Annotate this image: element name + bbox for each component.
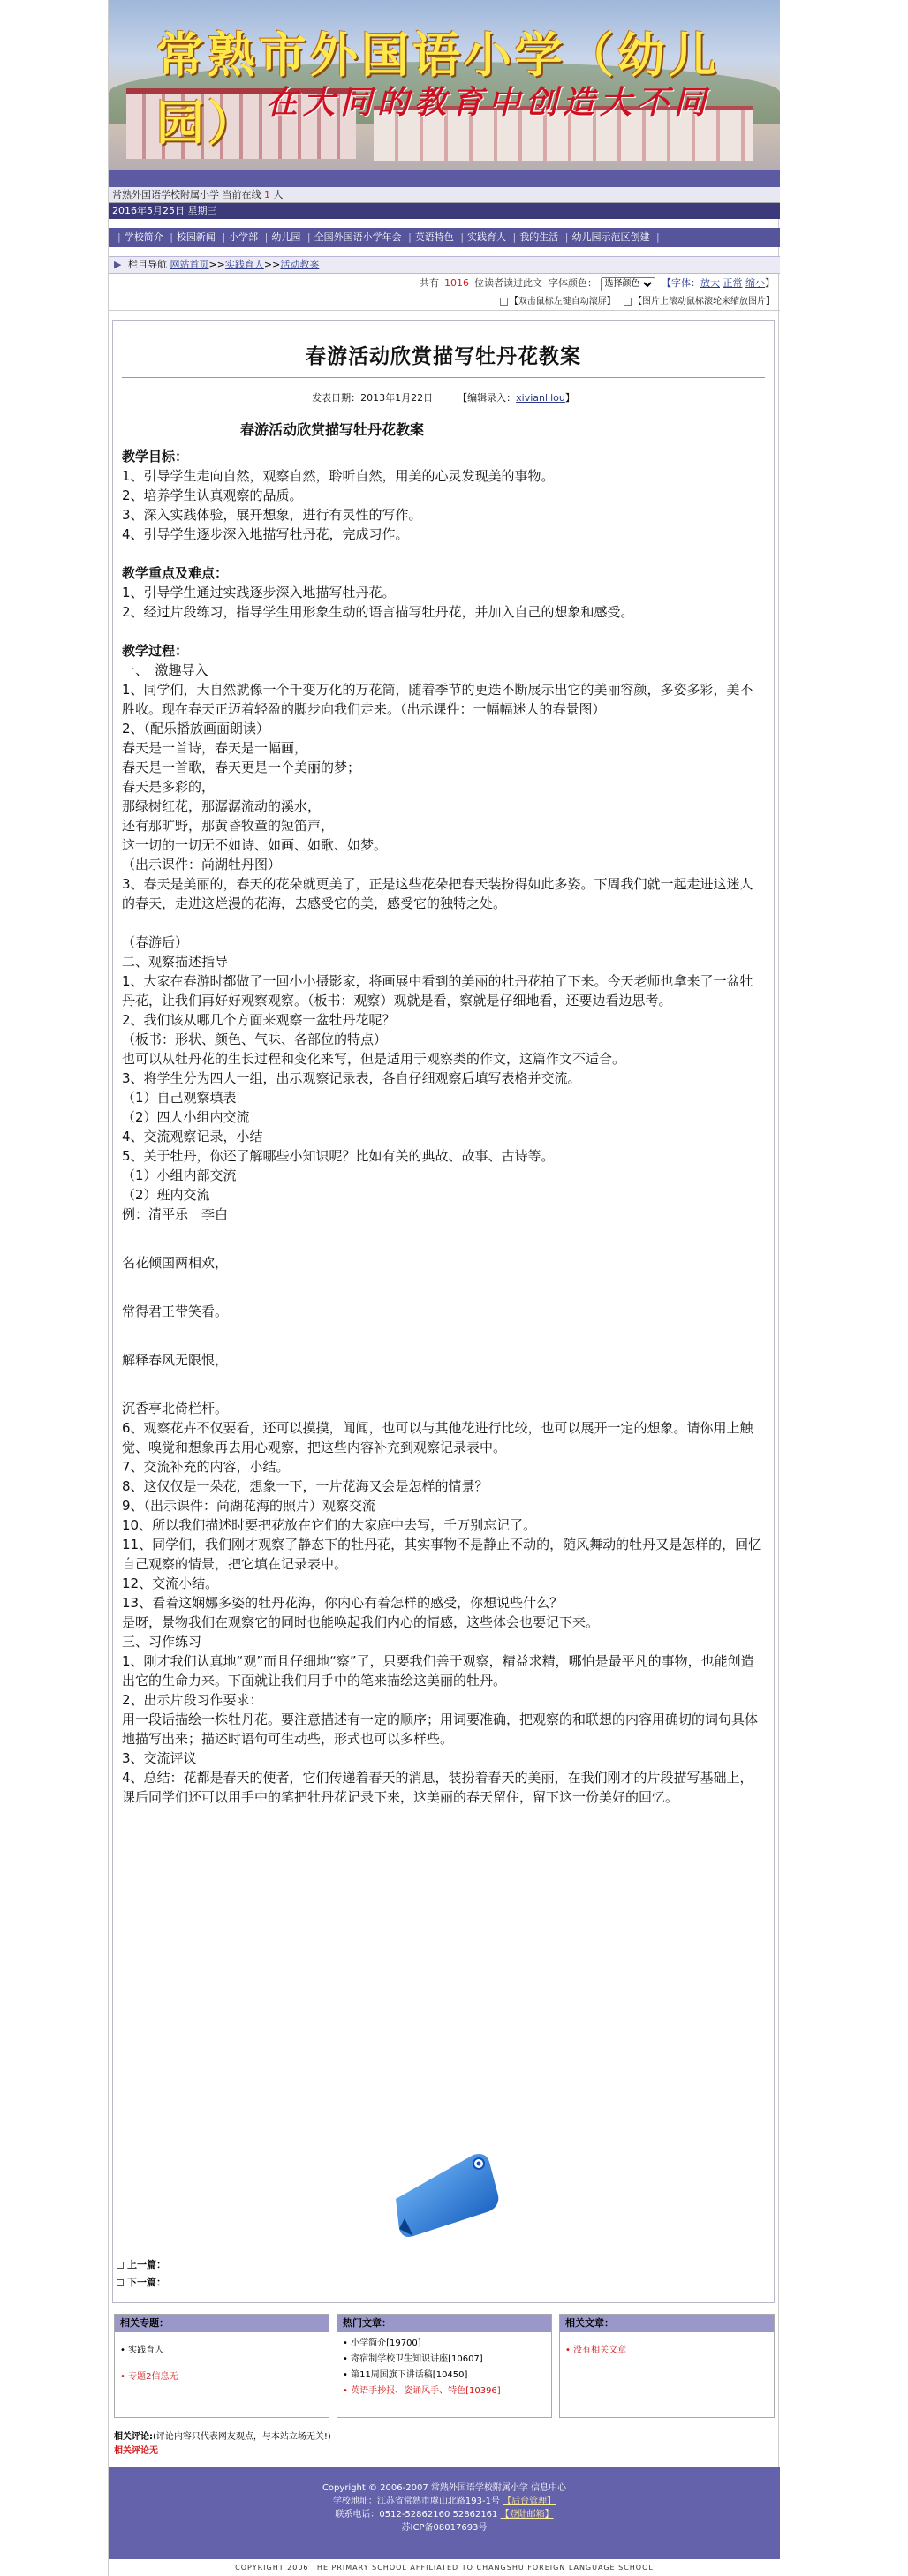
article-line: （春游后） [122, 934, 189, 950]
article-line: 还有那旷野，那黄昏牧童的短笛声， [122, 818, 335, 834]
date-bar [109, 203, 780, 219]
breadcrumb-sep: >> [208, 259, 225, 270]
article-line: （板书：形状、颜色、气味、各部位的特点） [122, 1031, 388, 1047]
article-line: 教学目标： [122, 449, 189, 465]
article-pager [117, 2256, 166, 2292]
related-articles-panel: 相关文章： • 没有相关文章 [559, 2314, 775, 2418]
breadcrumb [109, 256, 780, 274]
breadcrumb-label: 栏目导航 [127, 259, 167, 270]
article-line: （出示课件：尚湖牡丹图） [122, 857, 282, 873]
nav-item-kindergarten[interactable]: 幼儿园 [271, 231, 301, 243]
article-line [122, 1224, 763, 1253]
footer-copyright: Copyright © 2006-2007 常熟外国语学校附属小学 信息中心 [322, 2483, 567, 2493]
nav-item-english[interactable]: 英语特色 [414, 231, 454, 243]
comments-note: (评论内容只代表网友观点，与本站立场无关!) [153, 2432, 331, 2442]
article-line [122, 544, 763, 563]
footer-english-copyright: COPYRIGHT 2006 THE PRIMARY SCHOOL AFFILIATED TO CHANGSHU FOREIGN LANGUAGE SCHOOL [109, 2559, 780, 2576]
hot-articles-panel: 热门文章： • 小学简介[19700] • 寄宿制学校卫生知识讲座[10607] • 第11周国旗下讲话稿[10450] • 英语手抄报、姿诵风手、特色[10396] [337, 2314, 552, 2418]
hot-article-link[interactable]: 第11周国旗下讲话稿[10450] [351, 2370, 468, 2380]
font-size-label: 【字体： [662, 277, 700, 289]
article-line: 3、将学生分为四人一组，出示观察记录表，各自仔细观察后填写表格并交流。 [122, 1070, 581, 1086]
title-divider [122, 377, 765, 378]
related-topic-empty: 专题2信息无 [128, 2372, 178, 2382]
reader-count-prefix: 共有 [420, 277, 439, 289]
article-line: （2）四人小组内交流 [122, 1109, 250, 1125]
article-line: 这一切的一切无不如诗、如画、如歌、如梦。 [122, 837, 388, 853]
prev-bullet-icon [117, 2262, 124, 2269]
article-line: 1、引导学生通过实践逐步深入地描写牡丹花。 [122, 585, 396, 601]
comments-section [114, 2430, 331, 2459]
comments-empty: 相关评论无 [114, 2446, 158, 2456]
topic-bullet-icon: • [120, 2346, 125, 2355]
hot-article-link[interactable]: 英语手抄报、姿诵风手、特色[10396] [351, 2386, 501, 2396]
article-meta [113, 390, 774, 404]
main-nav: | 学校简介 | 校园新闻 | 小学部 | 幼儿园 | 全国外国语小学年会 | 英语特色 | 实践育人 | 我的生活 | 幼儿园示范区创建 | [109, 228, 780, 247]
breadcrumb-lesson-plans[interactable]: 活动教案 [280, 259, 320, 270]
article [112, 320, 775, 2303]
prev-article-link[interactable]: 上一篇： [127, 2259, 166, 2270]
current-date: 2016年5月25日 星期三 [112, 205, 217, 216]
header-banner [109, 0, 780, 170]
footer-address: 学校地址：江苏省常熟市虞山北路193-1号 [332, 2497, 500, 2506]
nav-item-primary[interactable]: 小学部 [229, 231, 259, 243]
breadcrumb-practice[interactable]: 实践育人 [224, 259, 264, 270]
article-inner-title: 春游活动欣赏描写牡丹花教案 [240, 421, 425, 438]
nav-item-life[interactable]: 我的生活 [519, 231, 559, 243]
article-line: 4、总结：花都是春天的使者，它们传递着春天的消息，装扮着春天的美丽，在我们刚才的片段描写基础上，课后同学们还可以用手中的笔把牡丹花记录下来，这美丽的春天留住，留下这一份美好的回忆。 [122, 1770, 753, 1805]
related-article-empty: 没有相关文章 [573, 2346, 627, 2355]
article-line: 3、深入实践体验，展开想象，进行有灵性的写作。 [122, 507, 422, 523]
wheel-zoom-checkbox[interactable] [624, 298, 632, 306]
school-title: 常熟市外国语小学（幼儿园） [156, 26, 720, 151]
wheel-zoom-label: 【图片上滚动鼠标滚轮来缩放图片】 [633, 297, 775, 306]
nav-item-annual-meeting[interactable]: 全国外国语小学年会 [314, 231, 402, 243]
article-line: 1、同学们，大自然就像一个千变万化的万花筒，随着季节的更迭不断展示出它的美丽容颜，多姿多彩，美不胜收。现在春天正迈着轻盈的脚步向我们走来。（出示课件：一幅幅迷人的春景图） [122, 682, 753, 717]
article-line [122, 913, 763, 933]
article-line: 沉香亭北倚栏杆。 [122, 1401, 229, 1416]
related-topics-panel [114, 2314, 329, 2418]
article-line: 9、（出示课件：尚湖花海的照片）观察交流 [122, 1498, 376, 1514]
article-line: 也可以从牡丹花的生长过程和变化来写，但是适用于观察类的作文，这篇作文不适合。 [122, 1051, 626, 1067]
article-line: 1、大家在春游时都做了一回小小摄影家，将画展中看到的美丽的牡丹花拍了下来。今天老师也拿来了一盆牡丹花，让我们再好好观察观察。（板书：观察）观就是看，察就是仔细地看，还要边看边思考。 [122, 973, 753, 1008]
font-color-label: 字体颜色： [549, 277, 597, 289]
reading-tools [109, 274, 780, 293]
article-line: 1、刚才我们认真地“观”而且仔细地“察”了，只要我们善于观察，精益求精，哪怕是最平凡的事物，也能创造出它的生命力来。下面就让我们用手中的笔来描绘这美丽的牡丹。 [122, 1653, 754, 1688]
breadcrumb-home[interactable]: 网站首页 [170, 259, 209, 270]
breadcrumb-sep: >> [263, 259, 281, 270]
page [108, 0, 779, 2576]
decorative-ribbon-icon [378, 2144, 511, 2241]
author-link[interactable]: xivianlilou [516, 392, 565, 404]
nav-item-practice[interactable]: 实践育人 [467, 231, 507, 243]
article-line: 二、观察描述指导 [122, 954, 229, 970]
school-slogan: 在大同的教育中创造大不同 [266, 84, 712, 121]
reader-count-suffix: 位读者读过此文 [474, 277, 542, 289]
site-name: 常熟外国语学校附属小学 [112, 189, 219, 200]
article-line: 是呀，景物我们在观察它的同时也能唤起我们内心的情感，这些体会也要记下来。 [122, 1614, 600, 1630]
admin-link[interactable]: 【后台管理】 [503, 2497, 556, 2506]
article-body [113, 404, 774, 1807]
article-line: 13、看着这娴娜多姿的牡丹花海，你内心有着怎样的感受，你想说些什么？ [122, 1595, 564, 1611]
article-line: 2、我们该从哪几个方面来观察一盆牡丹花呢？ [122, 1012, 396, 1028]
article-line: 春天是多彩的， [122, 779, 216, 795]
hot-article-link[interactable]: 小学简介[19700] [351, 2338, 421, 2348]
footer-icp: 苏ICP备08017693号 [401, 2523, 488, 2533]
article-line: 那绿树红花，那潺潺流动的溪水， [122, 798, 322, 814]
footer-phone: 联系电话：0512-52862160 52862161 [335, 2510, 498, 2519]
author-close: 】 [564, 392, 575, 404]
article-line: 2、出示片段习作要求： [122, 1692, 263, 1708]
article-line: 7、交流补充的内容，小结。 [122, 1459, 290, 1475]
article-line: 12、交流小结。 [122, 1575, 219, 1591]
article-line: 8、这仅仅是一朵花，想象一下，一片花海又会是怎样的情景？ [122, 1478, 488, 1494]
article-line: 一、 激趣导入 [122, 662, 208, 678]
article-line: 春天是一首歌，春天更是一个美丽的梦； [122, 759, 361, 775]
nav-item-demo-area[interactable]: 幼儿园示范区创建 [571, 231, 650, 243]
font-size-larger[interactable]: 放大 [700, 277, 720, 289]
article-line: 4、交流观察记录，小结 [122, 1129, 263, 1144]
article-line: 三、习作练习 [122, 1634, 202, 1650]
online-count: 1 [264, 189, 270, 200]
online-unit: 人 [273, 189, 284, 200]
article-line: 3、春天是美丽的，春天的花朵就更美了，正是这些花朵把春天装扮得如此多姿。下周我们就一起走进这迷人的春天，走进这烂漫的花海，去感受它的美，感受它的独特之处。 [122, 876, 753, 911]
article-line: 教学过程： [122, 643, 189, 659]
hot-article-link[interactable]: 寄宿制学校卫生知识讲座[10607] [351, 2354, 483, 2364]
related-topic-link[interactable]: 实践育人 [128, 2346, 164, 2355]
font-size-normal[interactable]: 正常 [723, 277, 743, 289]
info-bar [109, 187, 780, 203]
article-line: 解释春风无限恨， [122, 1352, 229, 1368]
nav-item-about[interactable]: 学校简介 [124, 231, 163, 243]
article-line: 10、所以我们描述时要把花放在它们的大家庭中去写，千万别忘记了。 [122, 1517, 537, 1533]
article-title: 春游活动欣赏描写牡丹花教案 [306, 344, 581, 368]
article-line: （1）小组内部交流 [122, 1167, 237, 1183]
reader-count: 1016 [444, 277, 469, 289]
article-line: 例：清平乐 李白 [122, 1206, 229, 1222]
related-articles-heading: 相关文章： [560, 2315, 774, 2332]
article-line: （1）自己观察填表 [122, 1090, 237, 1106]
next-bullet-icon [117, 2279, 124, 2286]
breadcrumb-bullet-icon: ▶ [114, 259, 122, 270]
header-strip [109, 170, 780, 187]
article-line: 2、（配乐播放画面朗读） [122, 721, 270, 737]
article-line [122, 622, 763, 641]
related-section [114, 2314, 775, 2418]
article-line: 2、经过片段练习，指导学生用形象生动的语言描写牡丹花，并加入自己的想象和感受。 [122, 604, 634, 620]
autoscroll-checkbox[interactable] [500, 298, 508, 306]
publish-date: 发表日期：2013年1月22日 [312, 392, 434, 404]
nav-item-news[interactable]: 校园新闻 [176, 231, 216, 243]
font-color-select[interactable] [601, 277, 655, 291]
article-line [122, 1370, 763, 1399]
related-topics-heading: 相关专题： [115, 2315, 329, 2332]
topic-bullet-icon: • [120, 2372, 125, 2382]
article-line: 1、引导学生走向自然，观察自然，聆听自然，用美的心灵发现美的事物。 [122, 468, 555, 484]
article-line: 用一段话描绘一株牡丹花。要注意描述有一定的顺序；用词要准确，把观察的和联想的内容用确切的词句具体地描写出来；描述时语句可生动些，形式也可以多样些。 [122, 1711, 759, 1747]
hot-articles-heading: 热门文章： [337, 2315, 551, 2332]
site-footer [109, 2467, 780, 2559]
article-line: 2、培养学生认真观察的品质。 [122, 487, 303, 503]
online-label: 当前在线 [222, 189, 261, 200]
article-line: 教学重点及难点： [122, 565, 229, 581]
article-line: （2）班内交流 [122, 1187, 210, 1203]
font-size-smaller[interactable]: 缩小 [745, 277, 765, 289]
article-line: 春天是一首诗，春天是一幅画， [122, 740, 308, 756]
comments-label: 相关评论: [114, 2432, 153, 2442]
article-line: 5、关于牡丹，你还了解哪些小知识呢？比如有关的典故、故事、古诗等。 [122, 1148, 555, 1164]
scroll-tools [109, 293, 780, 311]
font-size-close: 】 [765, 277, 775, 289]
article-line: 6、观察花卉不仅要看，还可以摸摸，闻闻，也可以与其他花进行比较，也可以展开一定的想象。请你用上触觉、嗅觉和想象再去用心观察，把这些内容补充到观察记录表中。 [122, 1420, 753, 1455]
article-line: 名花倾国两相欢， [122, 1255, 229, 1271]
article-line [122, 1273, 763, 1302]
article-line: 常得君王带笑看。 [122, 1303, 229, 1319]
autoscroll-label: 【双击鼠标左键自动滚屏】 [509, 297, 616, 306]
next-article-link[interactable]: 下一篇： [127, 2277, 166, 2288]
article-line: 11、同学们，我们刚才观察了静态下的牡丹花，其实事物不是静止不动的，随风舞动的牡丹又是怎样的，回忆自己观察的情景，把它填在记录表中。 [122, 1537, 762, 1572]
article-line [122, 1321, 763, 1350]
article-line: 4、引导学生逐步深入地描写牡丹花，完成习作。 [122, 526, 409, 542]
article-line: 3、交流评议 [122, 1750, 197, 1766]
author-label: 【编辑录入： [458, 392, 517, 404]
mailbox-link[interactable]: 【登陆邮箱】 [500, 2510, 554, 2519]
